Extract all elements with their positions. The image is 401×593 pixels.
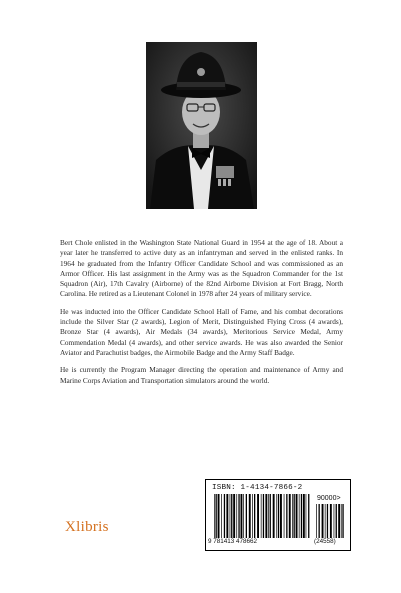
barcode-bar bbox=[299, 494, 300, 538]
barcode-bar bbox=[325, 504, 326, 538]
barcode-bar bbox=[334, 504, 335, 538]
barcode-bar bbox=[336, 504, 337, 538]
barcode-bar bbox=[261, 494, 262, 538]
addon-code: (24558) bbox=[314, 538, 336, 545]
barcode-bar bbox=[338, 504, 340, 538]
barcode-bar bbox=[268, 494, 269, 538]
isbn-label: ISBN: 1-4134-7866-2 bbox=[212, 484, 303, 492]
barcode-bar bbox=[252, 494, 253, 538]
barcode-bar bbox=[221, 494, 222, 538]
barcode-bar bbox=[231, 494, 232, 538]
barcode-bar bbox=[254, 494, 255, 538]
addon-barcode-bars bbox=[316, 504, 346, 538]
barcode-bar bbox=[236, 494, 237, 538]
barcode-bar bbox=[243, 494, 244, 538]
barcode-bar bbox=[249, 494, 251, 538]
barcode-bar bbox=[230, 494, 231, 538]
barcode-bar bbox=[246, 494, 247, 538]
barcode-bar bbox=[280, 494, 282, 538]
barcode-bar bbox=[270, 494, 271, 538]
barcode-bar bbox=[301, 494, 302, 538]
barcode-bar bbox=[273, 494, 275, 538]
barcode-bar bbox=[278, 494, 279, 538]
author-photo bbox=[146, 42, 257, 209]
barcode-bar bbox=[327, 504, 328, 538]
barcode-bar bbox=[308, 494, 309, 538]
bio-paragraph-1: Bert Chole enlisted in the Washington State National Guard in 1954 at the age of 18. About a year later he transferred to active duty as an infantryman and served in the enlisted ranks. In 1964 he graduated from the Infantry Officer Candidate School and was commissioned as an Armor Officer. His last assignment in the Army was as the Squadron Commander for the 1st Squadron (Air), 17th Cavalry (Airborne) of the 82nd Airborne Division at Fort Bragg, North Carolina. He retired as a Lieutenant Colonel in 1978 after 24 years of military service. bbox=[60, 238, 343, 299]
barcode-bar bbox=[263, 494, 264, 538]
barcode-bar bbox=[226, 494, 228, 538]
barcode-bar bbox=[286, 494, 287, 538]
barcode-bar bbox=[265, 494, 267, 538]
barcode-bar bbox=[257, 494, 259, 538]
barcode-bar bbox=[342, 504, 343, 538]
barcode-bar bbox=[330, 504, 332, 538]
author-portrait-image bbox=[146, 42, 257, 209]
barcode-bar bbox=[319, 504, 320, 538]
bio-paragraph-3: He is currently the Program Manager directing the operation and maintenance of Army and Marine Corps Aviation and Transportation simulators around the world. bbox=[60, 365, 343, 385]
barcode-bar bbox=[306, 494, 307, 538]
addon-number: 90000> bbox=[317, 495, 341, 502]
publisher-logo: Xlibris bbox=[65, 519, 109, 535]
barcode-bar bbox=[341, 504, 342, 538]
barcode-bar bbox=[218, 494, 220, 538]
barcode-bar bbox=[241, 494, 243, 538]
barcode-bar bbox=[294, 494, 295, 538]
barcode-bar bbox=[296, 494, 298, 538]
barcode-bar bbox=[233, 494, 235, 538]
barcode-box bbox=[205, 479, 351, 551]
barcode-bar bbox=[276, 494, 277, 538]
barcode-bar bbox=[284, 494, 285, 538]
bio-paragraph-2: He was inducted into the Officer Candidate School Hall of Fame, and his combat decorations include the Silver Star (2 awards), Legion of Merit, Distinguished Flying Cross (4 awards), Bronze Star (4 awards), Air Medals (34 awards), Meritorious Service Medal, Army Commendation Medal (4 awards), and other service awards. He was also awarded the Senior Aviator and Parachutist badges, the Airmobile Badge and the Army Staff Badge. bbox=[60, 306, 343, 357]
barcode-bar bbox=[292, 494, 293, 538]
barcode-bar bbox=[214, 494, 215, 538]
author-bio bbox=[60, 238, 343, 393]
barcode-bar bbox=[289, 494, 291, 538]
barcode-bar bbox=[316, 504, 317, 538]
barcode-bar bbox=[216, 494, 217, 538]
barcode-bar bbox=[238, 494, 239, 538]
barcode-bar bbox=[303, 494, 305, 538]
ean-barcode-bars bbox=[214, 494, 310, 538]
barcode-bar bbox=[224, 494, 225, 538]
barcode-bar bbox=[322, 504, 324, 538]
barcode-number: 9 781413 478662 bbox=[208, 538, 258, 545]
